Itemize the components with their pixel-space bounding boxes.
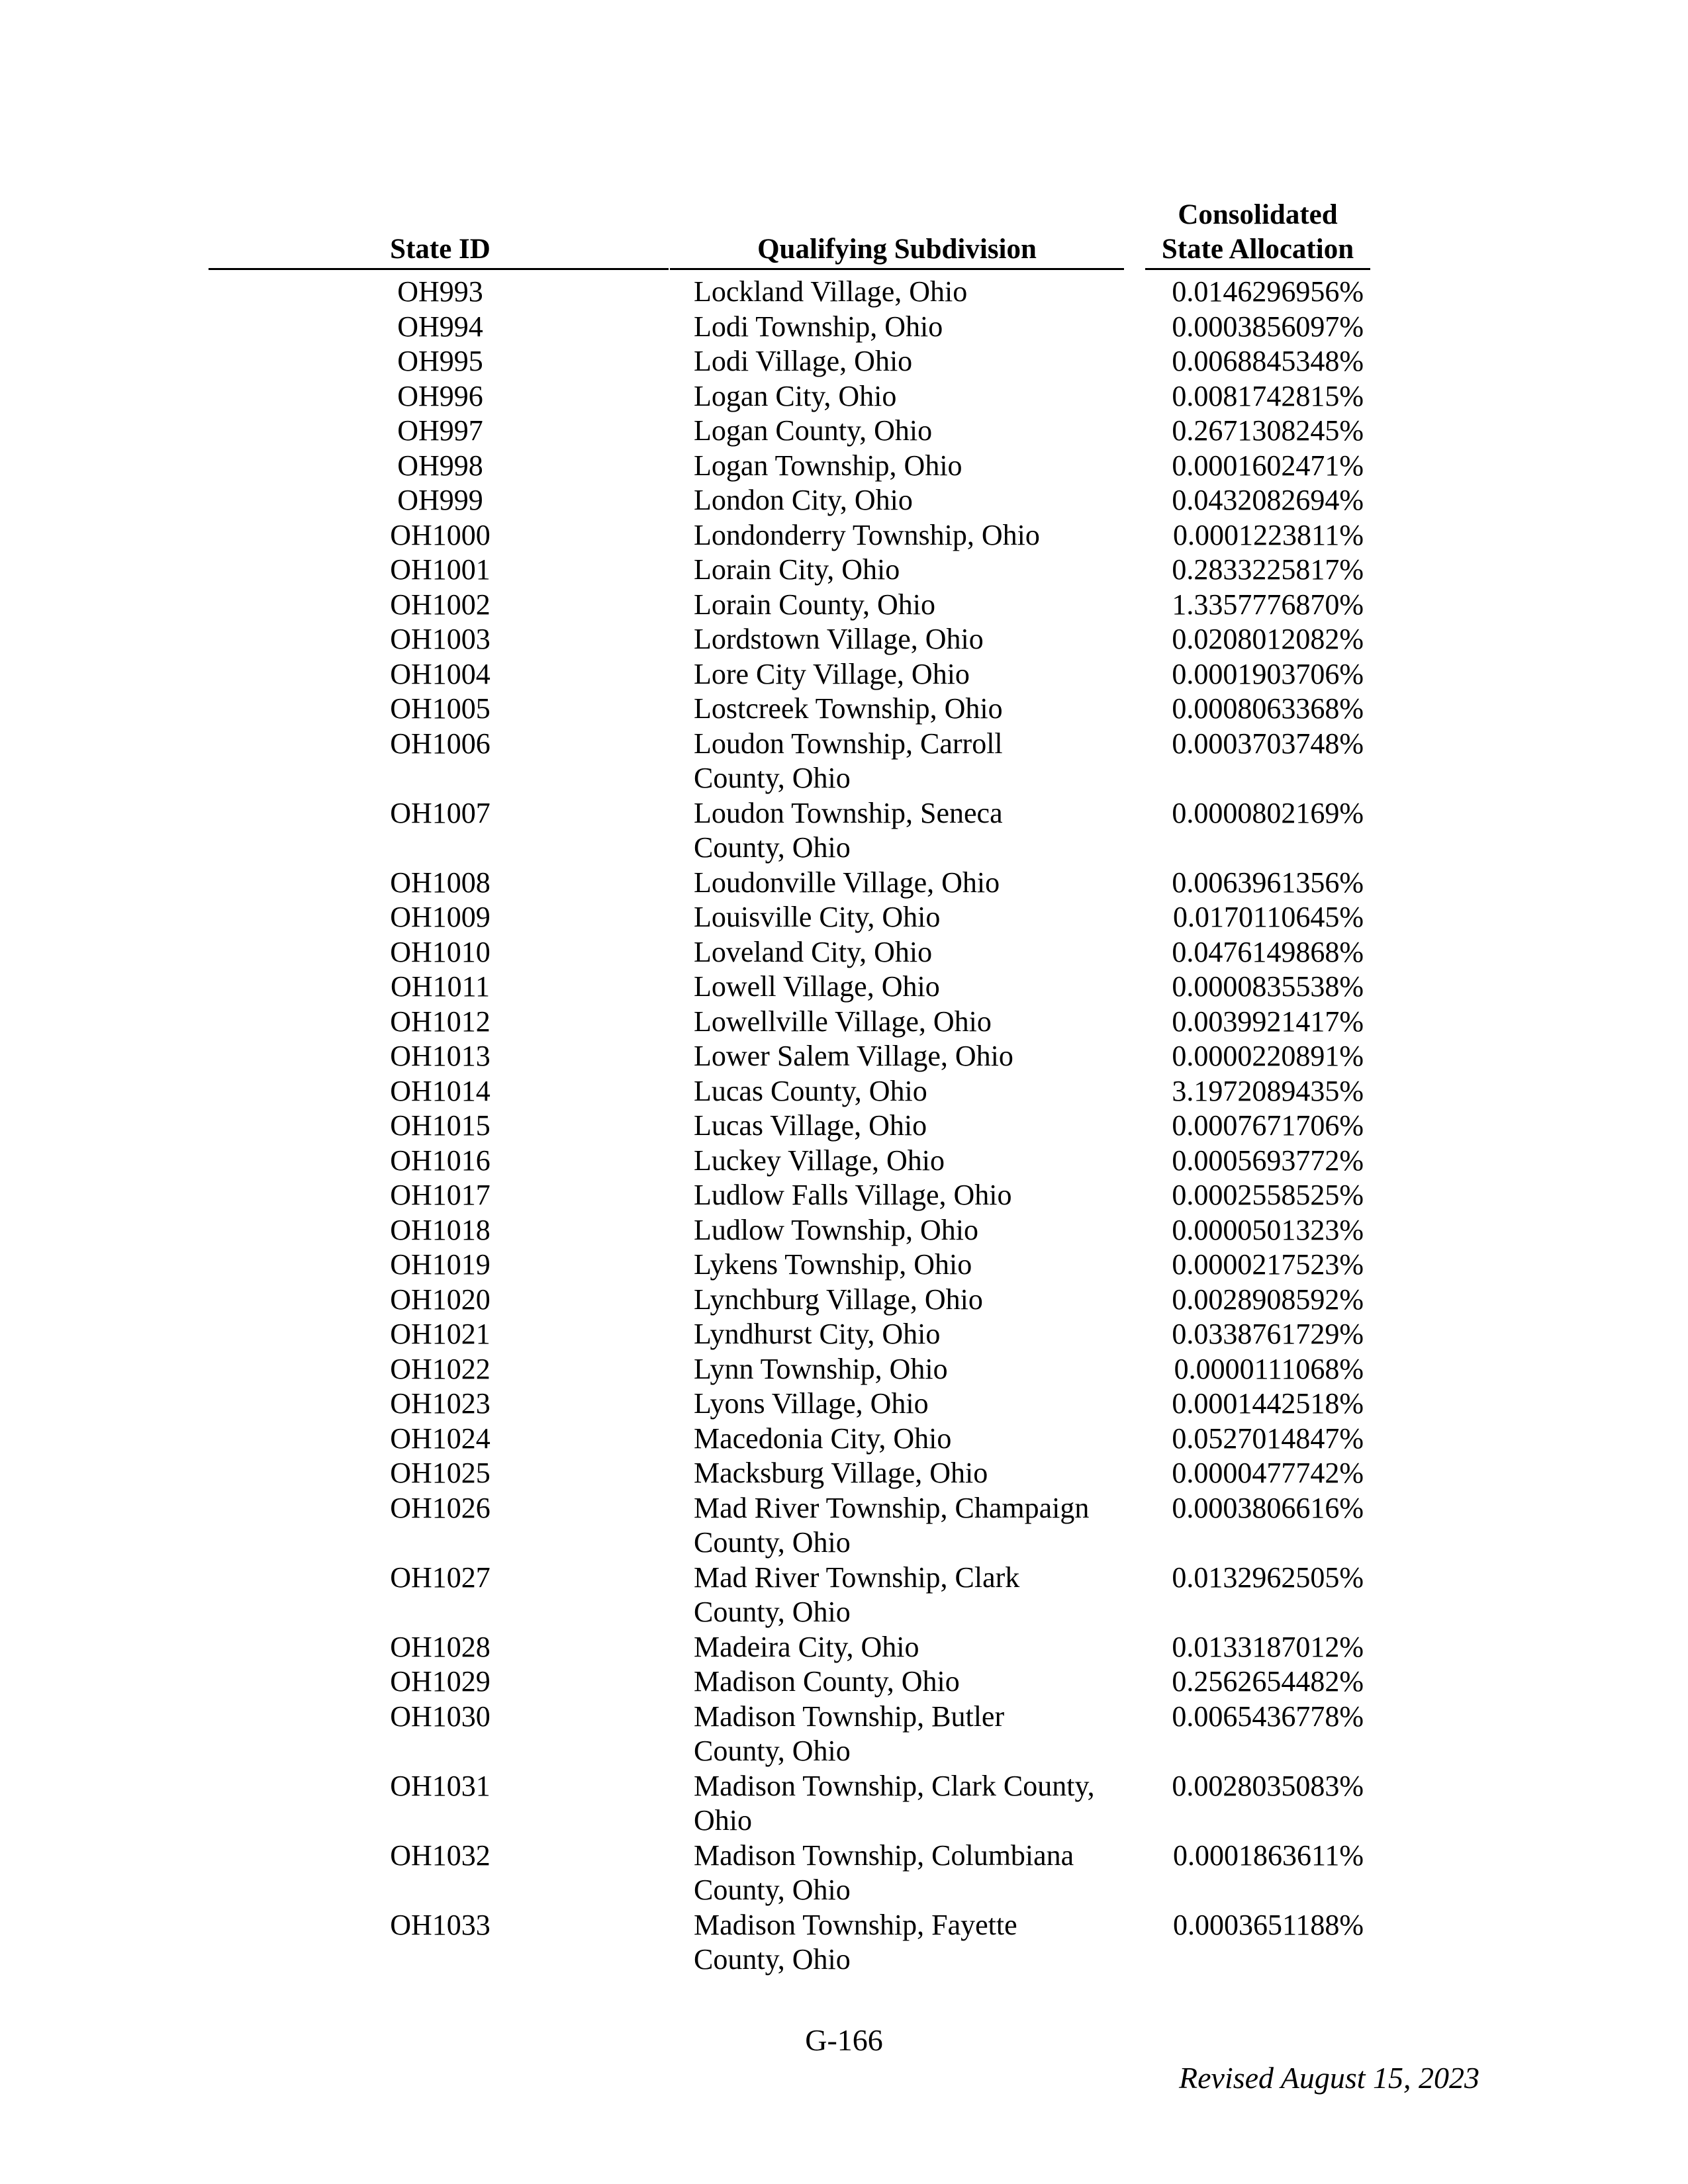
state-id-cell: OH996 (397, 379, 483, 412)
subdivision-name-line: Madison Township, Clark County, (694, 1769, 1095, 1802)
subdivision-cell (694, 1005, 1131, 1040)
subdivision-cell (694, 1422, 1131, 1457)
state-id-cell: OH995 (397, 345, 483, 377)
state-id-cell: OH1007 (390, 796, 491, 829)
table-row (0, 1630, 1688, 1665)
allocation-cell: 0.0000501323% (1172, 1213, 1364, 1246)
subdivision-name-line: Lynn Township, Ohio (694, 1352, 948, 1385)
allocation-cell: 0.0001442518% (1172, 1387, 1364, 1420)
subdivision-cell (694, 1213, 1131, 1248)
subdivision-name-line: Logan City, Ohio (694, 379, 897, 412)
allocation-cell: 0.0000217523% (1172, 1248, 1364, 1281)
subdivision-name-line: Lockland Village, Ohio (694, 275, 968, 308)
state-id-cell: OH998 (397, 449, 483, 482)
subdivision-name-line: Macedonia City, Ohio (694, 1422, 952, 1455)
state-id-cell: OH1014 (390, 1074, 491, 1107)
allocation-cell: 0.0432082694% (1172, 484, 1364, 516)
subdivision-cell (694, 1039, 1131, 1074)
state-id-cell: OH1000 (390, 518, 491, 551)
table-row (0, 310, 1688, 345)
table-row (0, 1561, 1688, 1630)
subdivision-cell (694, 866, 1131, 901)
allocation-cell: 0.0000835538% (1172, 970, 1364, 1003)
allocation-cell: 0.0001903706% (1172, 657, 1364, 690)
subdivision-cell (694, 414, 1131, 449)
header-allocation-line1: Consolidated (1178, 199, 1338, 230)
subdivision-name-line: Logan Township, Ohio (694, 449, 962, 482)
subdivision-name-line: Loudonville Village, Ohio (694, 866, 1000, 899)
allocation-cell: 0.0065436778% (1172, 1700, 1364, 1733)
subdivision-name-line: County, Ohio (694, 1596, 851, 1628)
subdivision-cell (694, 692, 1131, 727)
subdivision-cell (694, 1561, 1131, 1630)
allocation-cell: 0.2833225817% (1172, 553, 1364, 586)
table-row (0, 1456, 1688, 1491)
state-id-cell: OH1012 (390, 1005, 491, 1038)
subdivision-cell (694, 310, 1131, 345)
state-id-cell: OH1033 (390, 1908, 491, 1941)
state-id-cell: OH1032 (390, 1839, 491, 1872)
subdivision-cell (694, 1456, 1131, 1491)
state-id-cell: OH1006 (390, 727, 491, 760)
state-id-cell: OH1021 (390, 1318, 491, 1350)
allocation-cell: 0.0476149868% (1172, 935, 1364, 968)
subdivision-name-line: Mad River Township, Clark (694, 1561, 1020, 1594)
allocation-cell: 0.0063961356% (1172, 866, 1364, 899)
state-id-cell: OH999 (397, 484, 483, 516)
header-allocation-line2: State Allocation (1161, 234, 1354, 265)
subdivision-name-line: London City, Ohio (694, 484, 913, 516)
subdivision-cell (694, 275, 1131, 310)
allocation-cell: 0.0170110645% (1172, 901, 1364, 933)
subdivision-name-line: Londonderry Township, Ohio (694, 518, 1040, 551)
subdivision-cell (694, 1491, 1131, 1561)
table-row (0, 1039, 1688, 1074)
table-row (0, 970, 1688, 1005)
state-id-cell: OH1016 (390, 1144, 491, 1177)
table-row (0, 449, 1688, 484)
subdivision-cell (694, 1283, 1131, 1318)
subdivision-name-line: Lyndhurst City, Ohio (694, 1318, 941, 1350)
allocation-cell: 0.0000802169% (1172, 796, 1364, 829)
table-row (0, 483, 1688, 518)
table-row (0, 344, 1688, 379)
state-id-cell: OH1030 (390, 1700, 491, 1733)
state-id-cell: OH1013 (390, 1040, 491, 1072)
state-id-cell: OH1024 (390, 1422, 491, 1455)
table-row (0, 1144, 1688, 1179)
header-rule-allocation (1145, 268, 1370, 270)
state-id-cell: OH1001 (390, 553, 491, 586)
state-id-cell: OH1017 (390, 1179, 491, 1211)
subdivision-name-line: Lorain City, Ohio (694, 553, 900, 586)
subdivision-cell (694, 1178, 1131, 1213)
allocation-cell: 0.0133187012% (1172, 1630, 1364, 1663)
table-row (0, 414, 1688, 449)
allocation-cell: 0.0003703748% (1172, 727, 1364, 760)
state-id-cell: OH1022 (390, 1352, 491, 1385)
subdivision-name-line: Lower Salem Village, Ohio (694, 1040, 1013, 1072)
subdivision-cell (694, 1630, 1131, 1665)
table-row (0, 1422, 1688, 1457)
header-qualifying-subdivision: Qualifying Subdivision (757, 234, 1037, 265)
allocation-cell: 0.0028035083% (1172, 1769, 1364, 1802)
subdivision-cell (694, 344, 1131, 379)
subdivision-cell (694, 1387, 1131, 1422)
subdivision-name-line: Madison Township, Fayette (694, 1908, 1017, 1941)
subdivision-name-line: Madison Township, Columbiana (694, 1839, 1074, 1872)
state-id-cell: OH1025 (390, 1457, 491, 1489)
subdivision-name-line: Macksburg Village, Ohio (694, 1457, 988, 1489)
subdivision-name-line: Luckey Village, Ohio (694, 1144, 945, 1177)
subdivision-cell (694, 1352, 1131, 1387)
subdivision-name-line: Lostcreek Township, Ohio (694, 692, 1003, 725)
allocation-cell: 3.1972089435% (1172, 1074, 1364, 1107)
state-id-cell: OH1015 (390, 1109, 491, 1142)
table-row (0, 622, 1688, 657)
state-id-cell: OH997 (397, 414, 483, 447)
table-row (0, 657, 1688, 692)
table-row (0, 1839, 1688, 1908)
subdivision-name-line: Louisville City, Ohio (694, 901, 941, 933)
subdivision-name-line: Ludlow Township, Ohio (694, 1213, 979, 1246)
subdivision-cell (694, 1664, 1131, 1700)
subdivision-cell (694, 970, 1131, 1005)
allocation-cell: 0.0002558525% (1172, 1179, 1364, 1211)
table-row (0, 1908, 1688, 1978)
subdivision-cell (694, 379, 1131, 414)
subdivision-name-line: County, Ohio (694, 1943, 851, 1976)
state-id-cell: OH1008 (390, 866, 491, 899)
subdivision-name-line: Lowellville Village, Ohio (694, 1005, 992, 1038)
subdivision-cell (694, 1908, 1131, 1978)
subdivision-name-line: Ohio (694, 1804, 752, 1837)
allocation-cell: 0.0028908592% (1172, 1283, 1364, 1316)
subdivision-cell (694, 900, 1131, 935)
header-state-id: State ID (390, 234, 491, 265)
allocation-cell: 0.0008063368% (1172, 692, 1364, 725)
header-rule-state-id (209, 268, 669, 270)
subdivision-name-line: Lorain County, Ohio (694, 588, 935, 621)
allocation-cell: 0.0003651188% (1172, 1908, 1364, 1941)
subdivision-cell (694, 1839, 1131, 1908)
state-id-cell: OH1020 (390, 1283, 491, 1316)
subdivision-cell (694, 1769, 1131, 1839)
state-id-cell: OH1019 (390, 1248, 491, 1281)
subdivision-cell (694, 935, 1131, 970)
subdivision-cell (694, 622, 1131, 657)
subdivision-cell (694, 1074, 1131, 1109)
state-id-cell: OH1011 (391, 970, 490, 1003)
subdivision-name-line: Lucas Village, Ohio (694, 1109, 927, 1142)
table-row (0, 588, 1688, 623)
table-row (0, 727, 1688, 796)
table-row (0, 935, 1688, 970)
revised-date: Revised August 15, 2023 (1179, 2061, 1479, 2095)
subdivision-cell (694, 483, 1131, 518)
subdivision-name-line: Madeira City, Ohio (694, 1630, 919, 1663)
subdivision-name-line: Lykens Township, Ohio (694, 1248, 972, 1281)
state-id-cell: OH1003 (390, 623, 491, 655)
subdivision-cell (694, 553, 1131, 588)
allocation-cell: 0.0081742815% (1172, 379, 1364, 412)
subdivision-name-line: Lucas County, Ohio (694, 1074, 927, 1107)
header-rule-subdivision (670, 268, 1124, 270)
subdivision-cell (694, 796, 1131, 866)
subdivision-cell (694, 657, 1131, 692)
allocation-cell: 0.0003856097% (1172, 310, 1364, 343)
allocation-cell: 0.0003806616% (1172, 1491, 1364, 1524)
page-number: G-166 (805, 2023, 883, 2057)
state-id-cell: OH1005 (390, 692, 491, 725)
subdivision-cell (694, 588, 1131, 623)
subdivision-name-line: Lyons Village, Ohio (694, 1387, 929, 1420)
table-row (0, 553, 1688, 588)
state-id-cell: OH1010 (390, 935, 491, 968)
table-row (0, 1109, 1688, 1144)
state-id-cell: OH994 (397, 310, 483, 343)
subdivision-name-line: Loveland City, Ohio (694, 935, 933, 968)
table-row (0, 1074, 1688, 1109)
table-row (0, 692, 1688, 727)
subdivision-name-line: Lowell Village, Ohio (694, 970, 940, 1003)
subdivision-name-line: Madison Township, Butler (694, 1700, 1005, 1733)
subdivision-name-line: County, Ohio (694, 762, 851, 794)
allocation-cell: 0.0039921417% (1172, 1005, 1364, 1038)
state-id-cell: OH1018 (390, 1213, 491, 1246)
table-body (0, 275, 1688, 1978)
table-row (0, 379, 1688, 414)
subdivision-name-line: Lodi Township, Ohio (694, 310, 943, 343)
subdivision-name-line: Loudon Township, Seneca (694, 796, 1003, 829)
subdivision-name-line: Loudon Township, Carroll (694, 727, 1003, 760)
allocation-cell: 0.0000220891% (1172, 1040, 1364, 1072)
table-row (0, 1005, 1688, 1040)
subdivision-name-line: County, Ohio (694, 1735, 851, 1767)
subdivision-name-line: County, Ohio (694, 831, 851, 864)
subdivision-cell (694, 1700, 1131, 1769)
subdivision-cell (694, 1248, 1131, 1283)
allocation-cell: 0.0001223811% (1172, 518, 1364, 551)
state-id-cell: OH1026 (390, 1491, 491, 1524)
state-id-cell: OH1031 (390, 1769, 491, 1802)
subdivision-name-line: Lodi Village, Ohio (694, 345, 913, 377)
subdivision-name-line: County, Ohio (694, 1526, 851, 1559)
table-row (0, 866, 1688, 901)
subdivision-cell (694, 727, 1131, 796)
allocation-cell: 1.3357776870% (1172, 588, 1364, 621)
subdivision-cell (694, 1317, 1131, 1352)
allocation-cell: 0.0132962505% (1172, 1561, 1364, 1594)
state-id-cell: OH1004 (390, 657, 491, 690)
table-row (0, 1700, 1688, 1769)
table-row (0, 1664, 1688, 1700)
allocation-cell: 0.0000477742% (1172, 1457, 1364, 1489)
subdivision-name-line: County, Ohio (694, 1874, 851, 1906)
subdivision-name-line: Ludlow Falls Village, Ohio (694, 1179, 1012, 1211)
state-id-cell: OH1009 (390, 901, 491, 933)
table-row (0, 1769, 1688, 1839)
allocation-cell: 0.0001602471% (1172, 449, 1364, 482)
table-row (0, 900, 1688, 935)
allocation-cell: 0.0527014847% (1172, 1422, 1364, 1455)
allocation-cell: 0.0068845348% (1172, 345, 1364, 377)
allocation-cell: 0.0001863611% (1172, 1839, 1364, 1872)
state-id-cell: OH1023 (390, 1387, 491, 1420)
subdivision-name-line: Mad River Township, Champaign (694, 1491, 1090, 1524)
table-row (0, 1248, 1688, 1283)
state-id-cell: OH993 (397, 275, 483, 308)
subdivision-cell (694, 1109, 1131, 1144)
state-id-cell: OH1028 (390, 1630, 491, 1663)
subdivision-cell (694, 449, 1131, 484)
table-row (0, 1317, 1688, 1352)
table-row (0, 1283, 1688, 1318)
table-row (0, 275, 1688, 310)
allocation-cell: 0.2671308245% (1172, 414, 1364, 447)
state-id-cell: OH1029 (390, 1665, 491, 1698)
allocation-cell: 0.0007671706% (1172, 1109, 1364, 1142)
subdivision-name-line: Lordstown Village, Ohio (694, 623, 984, 655)
subdivision-name-line: Lynchburg Village, Ohio (694, 1283, 983, 1316)
allocation-cell: 0.2562654482% (1172, 1665, 1364, 1698)
subdivision-name-line: Logan County, Ohio (694, 414, 933, 447)
allocation-cell: 0.0338761729% (1172, 1318, 1364, 1350)
table-row (0, 1178, 1688, 1213)
table-row (0, 1213, 1688, 1248)
allocation-cell: 0.0208012082% (1172, 623, 1364, 655)
allocation-cell: 0.0000111068% (1174, 1352, 1364, 1385)
subdivision-name-line: Lore City Village, Ohio (694, 657, 970, 690)
allocation-cell: 0.0005693772% (1172, 1144, 1364, 1177)
state-id-cell: OH1027 (390, 1561, 491, 1594)
allocation-cell: 0.0146296956% (1172, 275, 1364, 308)
table-row (0, 796, 1688, 866)
table-row (0, 1491, 1688, 1561)
subdivision-cell (694, 518, 1131, 553)
table-row (0, 1387, 1688, 1422)
table-row (0, 1352, 1688, 1387)
subdivision-name-line: Madison County, Ohio (694, 1665, 960, 1698)
subdivision-cell (694, 1144, 1131, 1179)
table-row (0, 518, 1688, 553)
state-id-cell: OH1002 (390, 588, 491, 621)
